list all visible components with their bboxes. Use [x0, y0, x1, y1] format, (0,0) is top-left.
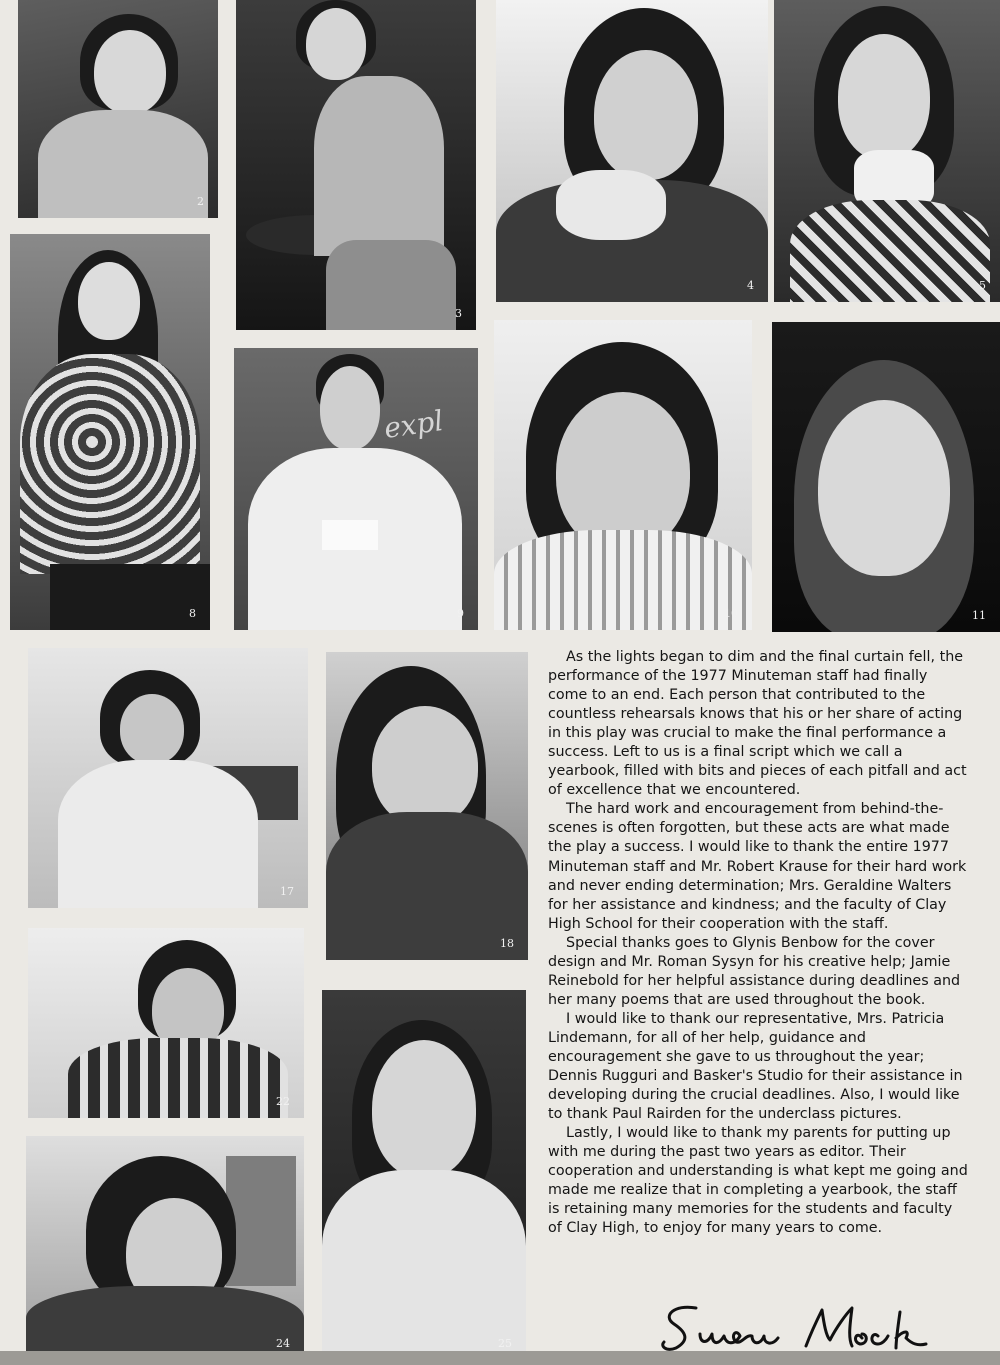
photo-9	[234, 348, 478, 630]
chalkboard-text: expl	[381, 404, 446, 445]
photo-18	[326, 652, 528, 960]
photo-number: 25	[498, 1337, 512, 1350]
photo-number: 5	[979, 279, 986, 292]
photo-24	[26, 1136, 304, 1360]
photo-number: 18	[500, 937, 514, 950]
photo-number: 24	[276, 1337, 290, 1350]
photo-10	[494, 320, 752, 630]
editor-letter	[548, 648, 968, 1238]
photo-number: 17	[280, 885, 294, 898]
photo-number: 22	[276, 1095, 290, 1108]
letter-paragraph: The hard work and encouragement from behind-the-scenes is often forgotten, but these acts are what made the play a success. I would like to thank the entire 1977 Minuteman staff and Mr. Robert Krause for their hard work and never ending determination; Mrs. Geraldine Walters for her assistance and kindness; and the faculty of Clay High School for their cooperation with the staff.	[548, 801, 967, 932]
photo-8	[10, 234, 210, 630]
letter-paragraph: I would like to thank our representative, Mrs. Patricia Lindemann, for all of her help, guidance and encouragement she gave to us throughout the year; Dennis Rugguri and Basker's Studio for their assistance in developing during the crucial deadlines. Also, I would like to thank Paul Rairden for the underclass pictures.	[548, 1010, 963, 1123]
photo-number: 9	[457, 607, 464, 620]
photo-2	[18, 0, 218, 218]
photo-number: 10	[724, 607, 738, 620]
photo-number: 2	[197, 195, 204, 208]
page-bottom-strip	[0, 1351, 1000, 1365]
photo-3	[236, 0, 476, 330]
photo-11	[772, 322, 1000, 632]
photo-17	[28, 648, 308, 908]
letter-paragraph: Special thanks goes to Glynis Benbow for the cover design and Mr. Roman Sysyn for his creative help; Jamie Reinebold for her helpful assistance during deadlines and her many poems that are used throughout the book.	[548, 934, 961, 1008]
photo-number: 4	[747, 279, 754, 292]
photo-4	[496, 0, 768, 302]
photo-number: 3	[455, 307, 462, 320]
letter-paragraph: Lastly, I would like to thank my parents for putting up with me during the past two years as editor. Their cooperation and understanding is what kept me going and made me realize that in completing a yearbook, the staff is retaining many memories for the students and faculty of Clay High, to enjoy for many years to come.	[548, 1125, 968, 1237]
photo-5	[774, 0, 1000, 302]
letter-paragraph: As the lights began to dim and the final curtain fell, the performance of the 1977 Minuteman staff had finally come to an end. Each person that contributed to the countless rehearsals knows that his or her share of acting in this play was crucial to make the final performance a success. Left to us is a final script which we call a yearbook, filled with bits and pieces of each pitfall and act of excellence that we encountered.	[548, 649, 967, 799]
editor-signature	[656, 1300, 956, 1356]
photo-25	[322, 990, 526, 1360]
photo-number: 11	[972, 609, 986, 622]
photo-number: 8	[189, 607, 196, 620]
photo-22	[28, 928, 304, 1118]
